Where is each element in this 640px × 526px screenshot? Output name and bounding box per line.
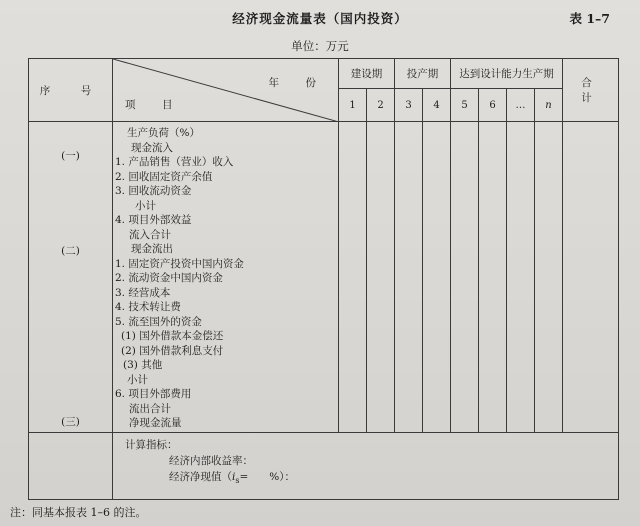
year-col-4: 4	[423, 89, 451, 122]
year-col-1: 1	[339, 89, 367, 122]
indicators-label: 计算指标：	[125, 439, 178, 451]
table-footnote: 注：同基本报表 1–6 的注。	[10, 506, 147, 519]
unit-label: 单位：万元	[291, 39, 349, 53]
item-row: 3. 经营成本	[115, 286, 171, 299]
item-row: 2. 流动资金中国内资金	[115, 272, 223, 284]
item-row: 小计	[127, 373, 148, 386]
year-col-3: 3	[395, 89, 423, 122]
item-row: 现金流入	[131, 141, 173, 154]
item-row: 流出合计	[129, 402, 171, 415]
indicator-seq-cell	[29, 433, 113, 500]
item-row: 流入合计	[129, 228, 171, 241]
section-number: (二)	[61, 245, 80, 257]
section-number: (三)	[61, 416, 80, 428]
value-cell	[395, 122, 423, 433]
table-number: 表 1–7	[569, 11, 610, 26]
table-title: 经济现金流量表（国内投资）	[232, 11, 408, 26]
header-diagonal-line	[113, 59, 339, 122]
cash-flow-table	[28, 58, 619, 500]
year-item-header	[113, 59, 339, 122]
production-period-header: 投产期	[395, 59, 451, 89]
seq-header: 序 号	[29, 59, 113, 122]
section-number: (一)	[61, 150, 80, 162]
year-col-6: 6	[479, 89, 507, 122]
item-row: 6. 项目外部费用	[115, 388, 192, 400]
item-row: 1. 产品销售（营业）收入	[115, 156, 234, 168]
value-cell	[339, 122, 367, 433]
year-col-ellipsis: …	[507, 89, 535, 122]
item-row: 现金流出	[131, 243, 173, 255]
item-row: 小计	[135, 199, 156, 212]
year-col-2: 2	[367, 89, 395, 122]
year-col-5: 5	[451, 89, 479, 122]
item-row: (1) 国外借款本金偿还	[121, 330, 224, 342]
item-row: (2) 国外借款利息支付	[121, 344, 224, 357]
item-row: 净现金流量	[129, 417, 182, 429]
total-header: 合 计	[563, 59, 619, 122]
value-cell	[451, 122, 479, 433]
value-cell	[535, 122, 563, 433]
full-capacity-period-header: 达到设计能力生产期	[451, 59, 563, 89]
eirr-label: 经济内部收益率：	[169, 455, 253, 467]
enpv-label: 经济净现值（$i_s=$ %）：	[169, 471, 295, 486]
value-cell	[479, 122, 507, 433]
section-numbers-cell	[29, 122, 113, 433]
item-row: (3) 其他	[123, 359, 163, 371]
value-cell	[423, 122, 451, 433]
item-row: 1. 固定资产投资中国内资金	[115, 257, 244, 270]
value-cell	[367, 122, 395, 433]
item-list-cell	[113, 122, 339, 433]
item-row: 4. 项目外部效益	[115, 214, 192, 226]
value-cell	[563, 122, 619, 433]
item-header-label: 项 目	[125, 99, 181, 111]
construction-period-header: 建设期	[339, 59, 395, 89]
item-row: 4. 技术转让费	[115, 301, 181, 313]
value-cell	[507, 122, 535, 433]
item-row: 2. 回收固定资产余值	[115, 170, 213, 183]
item-row: 生产负荷（%）	[127, 127, 200, 139]
item-row: 3. 回收流动资金	[115, 185, 192, 197]
year-col-n: n	[535, 89, 563, 122]
indicators-cell	[113, 433, 619, 500]
item-row: 5. 流至国外的资金	[115, 315, 202, 328]
year-header-label: 年 份	[268, 77, 324, 89]
